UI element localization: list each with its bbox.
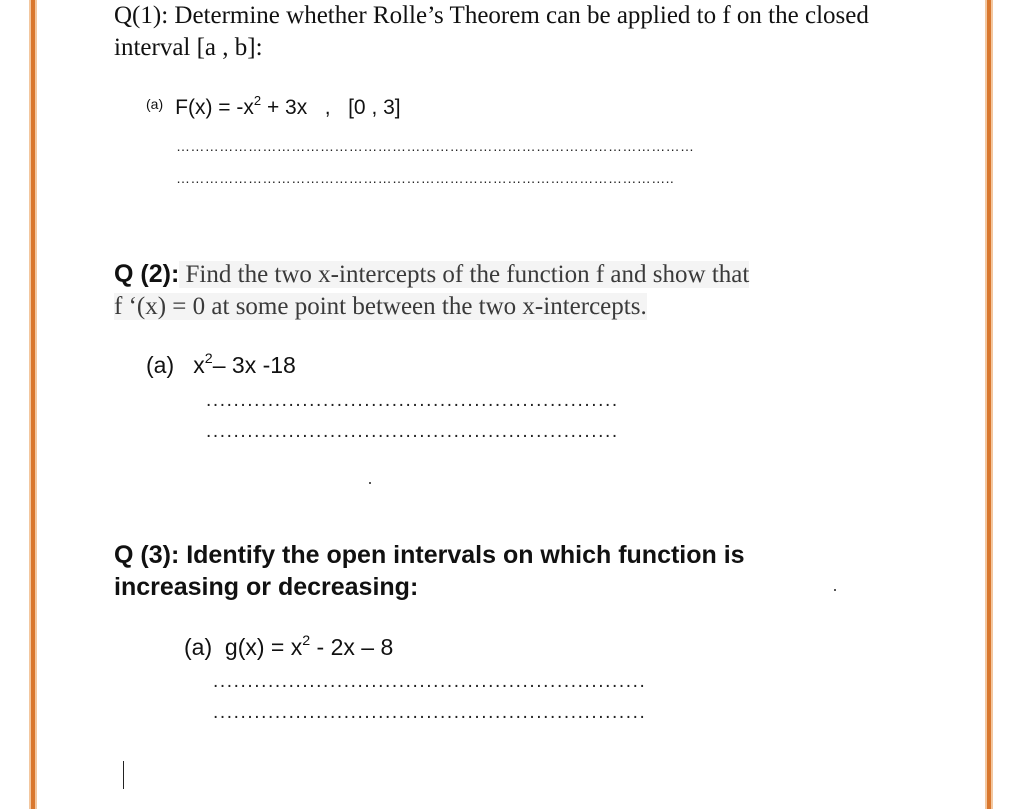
page-border-left [31,0,35,809]
question-2-text-2: f ‘(x) = 0 at some point between the two x-intercepts. [114,293,647,320]
function-prefix: x [193,352,205,378]
question-2-part-a [146,352,296,379]
answer-line[interactable]: ............................................................ [206,421,619,442]
question-3-part-a [184,634,393,661]
function-prefix: F(x) = -x [175,96,254,119]
exponent: 2 [253,92,262,108]
question-1-part-a: $^{(a)}$ $F(x) = -x^2 + 3x$ , [0 , 3] [146,92,401,119]
part-label: (a) [184,634,213,660]
question-2-label: Q (2): [114,260,180,288]
text-cursor[interactable] [123,761,124,789]
question-2-heading [114,258,824,323]
stray-mark [834,589,836,591]
function-suffix: + 3x [261,96,308,119]
function-suffix: - 2x – 8 [310,634,394,660]
stray-mark [369,482,371,484]
function-suffix: – 3x -18 [212,352,296,378]
exponent: 2 [204,350,213,367]
answer-line[interactable]: ............................................................... [213,702,647,723]
question-3-heading: Q (3): Identify the open intervals on which function is increasing or decreasing: [114,541,745,601]
exponent: 2 [302,632,311,649]
part-label: (a) [146,96,164,112]
answer-line[interactable]: ……………………………………………………………………………………………… [176,138,695,154]
answer-line[interactable]: ............................................................... [213,671,647,692]
page-border-right [987,0,991,809]
interval: [0 , 3] [348,96,401,119]
answer-line[interactable]: ………………………………………………………………………………………….. [176,170,675,186]
function-prefix: g(x) = x [224,634,303,660]
part-label: (a) [146,352,175,378]
question-1-heading: Q(1): Determine whether Rolle’s Theorem can be applied to f on the closed interval [a , b]: [114,2,869,61]
answer-line[interactable]: ............................................................ [206,390,619,411]
question-2-text-1: Find the two x-intercepts of the function f and show that [179,261,750,288]
